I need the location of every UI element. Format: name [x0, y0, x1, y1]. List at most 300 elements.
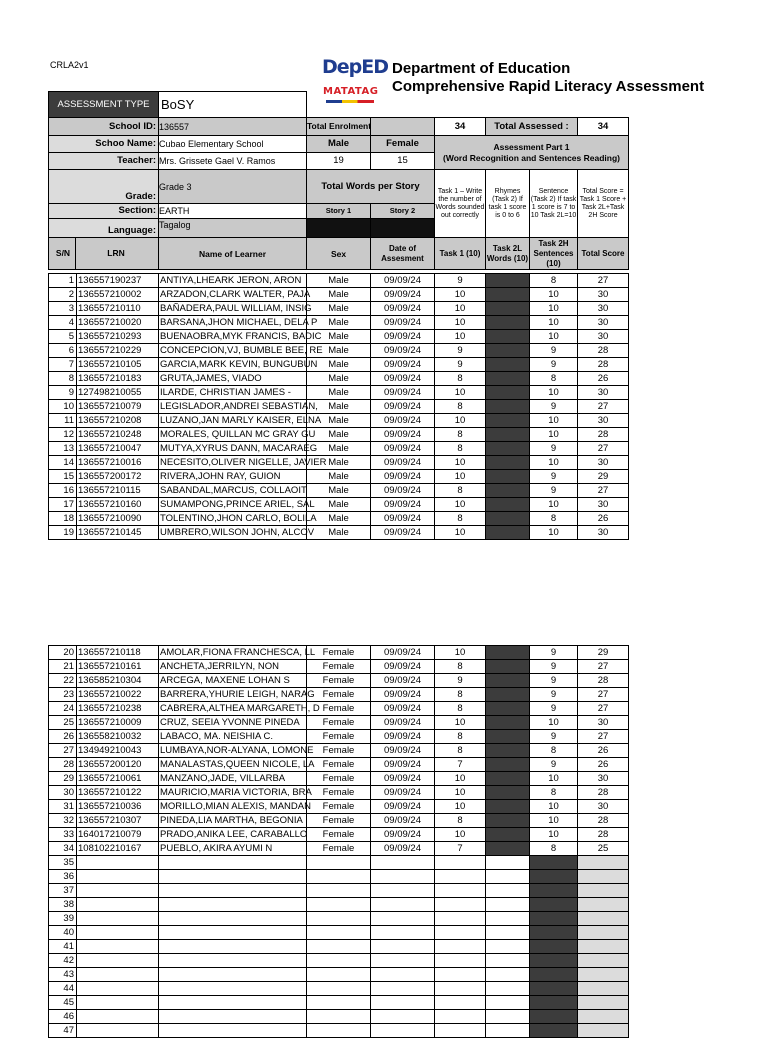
- lrn-cell[interactable]: [77, 856, 159, 870]
- lrn-cell[interactable]: 136557200172: [77, 470, 159, 484]
- task2h-cell[interactable]: 10: [530, 498, 578, 512]
- task1-cell[interactable]: [435, 898, 486, 912]
- sex-cell[interactable]: [307, 982, 371, 996]
- task2h-cell[interactable]: 9: [530, 358, 578, 372]
- section-value[interactable]: EARTH: [159, 204, 307, 219]
- lrn-cell[interactable]: 136557210020: [77, 316, 159, 330]
- date-cell[interactable]: 09/09/24: [371, 470, 435, 484]
- task2l-cell[interactable]: [486, 982, 530, 996]
- lrn-cell[interactable]: 136557210036: [77, 800, 159, 814]
- learner-name-cell[interactable]: ILARDE, CHRISTIAN JAMES -: [159, 386, 307, 400]
- learner-name-cell[interactable]: [159, 996, 307, 1010]
- school-id-value[interactable]: 136557: [159, 118, 307, 136]
- lrn-cell[interactable]: 136557200120: [77, 758, 159, 772]
- learner-name-cell[interactable]: MORALES, QUILLAN MC GRAY GU: [160, 428, 316, 440]
- date-cell[interactable]: 09/09/24: [371, 344, 435, 358]
- date-cell[interactable]: [371, 996, 435, 1010]
- learner-name-cell[interactable]: SABANDAL,MARCUS, COLLAOIT: [160, 484, 307, 496]
- sex-cell[interactable]: [307, 1024, 371, 1038]
- task1-cell[interactable]: 10: [435, 288, 486, 302]
- task1-cell[interactable]: 10: [435, 800, 486, 814]
- sex-cell[interactable]: [307, 996, 371, 1010]
- task2l-cell[interactable]: [486, 856, 530, 870]
- task1-cell[interactable]: 10: [435, 330, 486, 344]
- task1-cell[interactable]: [435, 912, 486, 926]
- learner-name-cell[interactable]: BAÑADERA,PAUL WILLIAM, INSIG: [160, 302, 312, 314]
- sex-cell[interactable]: [307, 926, 371, 940]
- task2h-cell[interactable]: 10: [530, 814, 578, 828]
- learner-name-cell[interactable]: ANCHETA,JERRILYN, NON: [159, 660, 307, 674]
- lrn-cell[interactable]: 136557210079: [77, 400, 159, 414]
- task2h-cell[interactable]: 10: [530, 828, 578, 842]
- task1-cell[interactable]: [435, 870, 486, 884]
- task1-cell[interactable]: [435, 940, 486, 954]
- task1-cell[interactable]: [435, 982, 486, 996]
- task2h-cell[interactable]: 10: [530, 330, 578, 344]
- task1-cell[interactable]: 10: [435, 386, 486, 400]
- lrn-cell[interactable]: [77, 982, 159, 996]
- total-score-cell: 27: [578, 702, 629, 716]
- learner-name-cell[interactable]: GRUTA,JAMES, VIADO: [159, 372, 307, 386]
- task1-cell[interactable]: [435, 968, 486, 982]
- lrn-cell[interactable]: 136557210022: [77, 688, 159, 702]
- sex-cell[interactable]: Male: [307, 442, 371, 456]
- sex-cell[interactable]: Female: [307, 674, 371, 688]
- date-cell[interactable]: [371, 940, 435, 954]
- lrn-cell[interactable]: 136557210105: [77, 358, 159, 372]
- task1-cell[interactable]: [435, 856, 486, 870]
- lrn-cell[interactable]: [77, 870, 159, 884]
- date-cell[interactable]: 09/09/24: [371, 674, 435, 688]
- learner-name-cell[interactable]: [159, 1010, 307, 1024]
- task1-cell[interactable]: 10: [435, 316, 486, 330]
- date-cell[interactable]: [371, 926, 435, 940]
- learner-name-cell[interactable]: LEGISLADOR,ANDREI SEBASTIAN,: [160, 400, 318, 412]
- sex-cell[interactable]: Male: [307, 526, 371, 540]
- date-cell[interactable]: [371, 870, 435, 884]
- task1-cell[interactable]: 7: [435, 758, 486, 772]
- task1-cell[interactable]: 8: [435, 442, 486, 456]
- learner-name-cell[interactable]: MANZANO,JADE, VILLARBA: [159, 772, 307, 786]
- learner-name-cell[interactable]: MUTYA,XYRUS DANN, MACARAEG: [160, 442, 318, 454]
- sex-cell[interactable]: Female: [307, 758, 371, 772]
- sex-cell[interactable]: Male: [307, 386, 371, 400]
- task2h-cell[interactable]: 8: [530, 274, 578, 288]
- learner-name-cell[interactable]: AMOLAR,FIONA FRANCHESCA, LL: [160, 646, 316, 658]
- task1-cell[interactable]: 8: [435, 688, 486, 702]
- lrn-cell[interactable]: [77, 940, 159, 954]
- task2h-cell: [530, 912, 578, 926]
- task2l-cell[interactable]: [486, 940, 530, 954]
- date-cell[interactable]: [371, 1010, 435, 1024]
- task1-cell[interactable]: 8: [435, 730, 486, 744]
- lrn-cell[interactable]: 136557210002: [77, 288, 159, 302]
- task2l-cell: [486, 744, 530, 758]
- sex-cell[interactable]: Female: [307, 716, 371, 730]
- task2h-cell[interactable]: 8: [530, 744, 578, 758]
- task1-cell[interactable]: 8: [435, 702, 486, 716]
- task2h-cell[interactable]: 9: [530, 758, 578, 772]
- learner-name-cell[interactable]: BARRERA,YHURIE LEIGH, NARAG: [160, 688, 315, 700]
- lrn-cell[interactable]: 136557210061: [77, 772, 159, 786]
- date-cell[interactable]: 09/09/24: [371, 302, 435, 316]
- learner-name-cell[interactable]: GARCIA,MARK KEVIN, BUNGUBUN: [160, 358, 318, 370]
- date-cell[interactable]: 09/09/24: [371, 512, 435, 526]
- sex-cell[interactable]: Female: [307, 646, 371, 660]
- date-cell[interactable]: 09/09/24: [371, 358, 435, 372]
- task2l-cell[interactable]: [486, 1024, 530, 1038]
- date-cell[interactable]: 09/09/24: [371, 456, 435, 470]
- sex-cell[interactable]: Female: [307, 828, 371, 842]
- lrn-cell[interactable]: 136558210032: [77, 730, 159, 744]
- task1-cell[interactable]: 8: [435, 744, 486, 758]
- rhymes-description: Rhymes (Task 2) If task 1 score is 0 to 6: [486, 170, 530, 238]
- task2h-cell[interactable]: 9: [530, 484, 578, 498]
- sex-cell[interactable]: [307, 870, 371, 884]
- lrn-cell[interactable]: 108102210167: [77, 842, 159, 856]
- task1-cell[interactable]: 8: [435, 484, 486, 498]
- task1-cell[interactable]: 9: [435, 344, 486, 358]
- sex-cell[interactable]: Male: [307, 512, 371, 526]
- sex-cell[interactable]: [307, 898, 371, 912]
- sex-cell[interactable]: Female: [307, 800, 371, 814]
- date-cell[interactable]: 09/09/24: [371, 288, 435, 302]
- sex-cell[interactable]: Male: [307, 414, 371, 428]
- task1-cell[interactable]: 7: [435, 842, 486, 856]
- task2h-cell[interactable]: 10: [530, 526, 578, 540]
- task1-cell[interactable]: 10: [435, 414, 486, 428]
- task1-cell[interactable]: [435, 1024, 486, 1038]
- sex-cell[interactable]: Male: [307, 274, 371, 288]
- learner-name-cell[interactable]: [159, 954, 307, 968]
- lrn-cell[interactable]: 136557210183: [77, 372, 159, 386]
- sex-cell[interactable]: [307, 856, 371, 870]
- sex-cell[interactable]: [307, 968, 371, 982]
- lrn-cell[interactable]: 127498210055: [77, 386, 159, 400]
- task1-cell[interactable]: [435, 1010, 486, 1024]
- date-cell[interactable]: 09/09/24: [371, 786, 435, 800]
- task1-cell[interactable]: 10: [435, 716, 486, 730]
- date-cell[interactable]: [371, 982, 435, 996]
- task2h-cell[interactable]: 9: [530, 688, 578, 702]
- learner-name-cell[interactable]: CONCEPCION,VJ, BUMBLE BEE, RE: [160, 344, 323, 356]
- learner-name-cell[interactable]: ARCEGA, MAXENE LOHAN S: [159, 674, 307, 688]
- task2h-cell[interactable]: 10: [530, 772, 578, 786]
- date-cell[interactable]: 09/09/24: [371, 428, 435, 442]
- lrn-cell[interactable]: 136557210208: [77, 414, 159, 428]
- learner-name-cell[interactable]: MORILLO,MIAN ALEXIS, MANDAN: [160, 800, 311, 812]
- date-cell[interactable]: 09/09/24: [371, 730, 435, 744]
- task2l-cell[interactable]: [486, 884, 530, 898]
- task2l-cell[interactable]: [486, 954, 530, 968]
- task1-cell[interactable]: 10: [435, 526, 486, 540]
- lrn-cell[interactable]: 136557210016: [77, 456, 159, 470]
- task1-cell[interactable]: [435, 996, 486, 1010]
- learner-name-cell[interactable]: [159, 982, 307, 996]
- sex-cell[interactable]: Female: [307, 660, 371, 674]
- task2l-cell[interactable]: [486, 1010, 530, 1024]
- learner-name-cell[interactable]: SUMAMPONG,PRINCE ARIEL, SAL: [160, 498, 315, 510]
- lrn-cell[interactable]: [77, 954, 159, 968]
- row-number: 23: [49, 688, 77, 702]
- lrn-cell[interactable]: [77, 968, 159, 982]
- date-cell[interactable]: [371, 912, 435, 926]
- grade-value[interactable]: Grade 3: [159, 170, 307, 204]
- task1-cell[interactable]: 10: [435, 828, 486, 842]
- date-cell[interactable]: 09/09/24: [371, 274, 435, 288]
- task2h-cell[interactable]: 9: [530, 674, 578, 688]
- sex-cell[interactable]: Male: [307, 288, 371, 302]
- task2h-cell[interactable]: 10: [530, 316, 578, 330]
- date-cell[interactable]: 09/09/24: [371, 772, 435, 786]
- total-score-cell: [578, 870, 629, 884]
- task2l-cell[interactable]: [486, 996, 530, 1010]
- task1-cell[interactable]: 8: [435, 428, 486, 442]
- task2h-cell[interactable]: 8: [530, 372, 578, 386]
- lrn-cell[interactable]: 136557210238: [77, 702, 159, 716]
- lrn-cell[interactable]: 136557210009: [77, 716, 159, 730]
- learner-name-cell[interactable]: CABRERA,ALTHEA MARGARETH, D: [160, 702, 320, 714]
- teacher-value[interactable]: Mrs. Grissete Gael V. Ramos: [159, 153, 307, 170]
- learner-name-cell[interactable]: PUEBLO, AKIRA AYUMI N: [159, 842, 307, 856]
- lrn-cell[interactable]: 136557210122: [77, 786, 159, 800]
- task2l-cell[interactable]: [486, 898, 530, 912]
- date-cell[interactable]: 09/09/24: [371, 442, 435, 456]
- date-cell[interactable]: 09/09/24: [371, 688, 435, 702]
- sex-cell[interactable]: Male: [307, 358, 371, 372]
- sex-cell[interactable]: Female: [307, 744, 371, 758]
- learner-name-cell[interactable]: [159, 856, 307, 870]
- sex-cell[interactable]: Male: [307, 428, 371, 442]
- lrn-cell[interactable]: 136557210110: [77, 302, 159, 316]
- task1-cell[interactable]: [435, 954, 486, 968]
- sex-cell[interactable]: Male: [307, 316, 371, 330]
- task1-cell[interactable]: 8: [435, 660, 486, 674]
- task2l-cell[interactable]: [486, 926, 530, 940]
- lrn-cell[interactable]: [77, 912, 159, 926]
- sex-cell[interactable]: Female: [307, 786, 371, 800]
- learner-name-cell[interactable]: CRUZ, SEEIA YVONNE PINEDA: [159, 716, 307, 730]
- date-cell[interactable]: 09/09/24: [371, 484, 435, 498]
- sex-cell[interactable]: [307, 940, 371, 954]
- task1-cell[interactable]: 8: [435, 372, 486, 386]
- task2h-cell[interactable]: 10: [530, 428, 578, 442]
- sex-cell[interactable]: Male: [307, 484, 371, 498]
- sex-cell[interactable]: [307, 954, 371, 968]
- learner-name-cell[interactable]: LUMBAYA,NOR-ALYANA, LOMONE: [160, 744, 314, 756]
- date-cell[interactable]: 09/09/24: [371, 498, 435, 512]
- learner-name-cell[interactable]: PINEDA,LIA MARTHA, BEGONIA: [159, 814, 307, 828]
- task1-cell[interactable]: 8: [435, 814, 486, 828]
- learner-name-cell[interactable]: MAURICIO,MARIA VICTORIA, BRA: [160, 786, 312, 798]
- sex-cell[interactable]: Male: [307, 456, 371, 470]
- sex-cell[interactable]: Female: [307, 842, 371, 856]
- lrn-cell[interactable]: 136557210090: [77, 512, 159, 526]
- lrn-cell[interactable]: 136557210145: [77, 526, 159, 540]
- sex-cell[interactable]: Male: [307, 400, 371, 414]
- lrn-cell[interactable]: 134949210043: [77, 744, 159, 758]
- task2l-cell[interactable]: [486, 870, 530, 884]
- date-cell[interactable]: 09/09/24: [371, 660, 435, 674]
- date-cell[interactable]: 09/09/24: [371, 414, 435, 428]
- task2h-cell[interactable]: 10: [530, 800, 578, 814]
- task2h-cell[interactable]: 9: [530, 646, 578, 660]
- lrn-cell[interactable]: 136557210293: [77, 330, 159, 344]
- lrn-cell[interactable]: 136557210115: [77, 484, 159, 498]
- learner-name-cell[interactable]: [159, 1024, 307, 1038]
- date-cell[interactable]: 09/09/24: [371, 744, 435, 758]
- lrn-cell[interactable]: 136557210047: [77, 442, 159, 456]
- total-score-cell: [578, 926, 629, 940]
- learner-name-cell[interactable]: TOLENTINO,JHON CARLO, BOLILA: [160, 512, 317, 524]
- task1-cell[interactable]: [435, 926, 486, 940]
- learner-name-cell[interactable]: [159, 912, 307, 926]
- lrn-cell[interactable]: 136557210118: [77, 646, 159, 660]
- sex-cell[interactable]: Female: [307, 772, 371, 786]
- task2h-cell[interactable]: 10: [530, 456, 578, 470]
- empty-row: [49, 1010, 629, 1024]
- sex-cell[interactable]: Male: [307, 344, 371, 358]
- task1-cell[interactable]: 10: [435, 302, 486, 316]
- date-cell[interactable]: 09/09/24: [371, 716, 435, 730]
- task2h-cell[interactable]: 9: [530, 470, 578, 484]
- lrn-cell[interactable]: [77, 1010, 159, 1024]
- lrn-cell[interactable]: 164017210079: [77, 828, 159, 842]
- date-cell[interactable]: [371, 898, 435, 912]
- sex-cell[interactable]: Female: [307, 814, 371, 828]
- lrn-cell[interactable]: 136585210304: [77, 674, 159, 688]
- date-cell[interactable]: 09/09/24: [371, 330, 435, 344]
- task1-cell[interactable]: 10: [435, 646, 486, 660]
- sex-cell[interactable]: Female: [307, 688, 371, 702]
- date-cell[interactable]: [371, 954, 435, 968]
- task1-cell[interactable]: 9: [435, 674, 486, 688]
- task1-cell[interactable]: [435, 884, 486, 898]
- task2h-cell[interactable]: 10: [530, 414, 578, 428]
- task2h-cell[interactable]: 10: [530, 716, 578, 730]
- sex-cell[interactable]: Male: [307, 330, 371, 344]
- date-cell[interactable]: 09/09/24: [371, 372, 435, 386]
- learner-name-cell[interactable]: [159, 926, 307, 940]
- date-cell[interactable]: 09/09/24: [371, 800, 435, 814]
- learner-name-cell[interactable]: BUENAOBRA,MYK FRANCIS, BADIC: [160, 330, 322, 342]
- task2h-cell[interactable]: 10: [530, 302, 578, 316]
- learner-name-cell[interactable]: PRADO,ANIKA LEE, CARABALLO: [160, 828, 308, 840]
- date-cell[interactable]: [371, 856, 435, 870]
- learner-name-cell[interactable]: [159, 898, 307, 912]
- lrn-cell[interactable]: 136557210307: [77, 814, 159, 828]
- date-cell[interactable]: 09/09/24: [371, 526, 435, 540]
- lrn-cell[interactable]: 136557190237: [77, 274, 159, 288]
- learner-name-cell[interactable]: ANTIYA,LHEARK JERON, ARON: [159, 274, 307, 288]
- lrn-cell[interactable]: [77, 926, 159, 940]
- sex-cell[interactable]: Male: [307, 302, 371, 316]
- learner-name-cell[interactable]: RIVERA,JOHN RAY, GUION: [159, 470, 307, 484]
- date-cell[interactable]: 09/09/24: [371, 758, 435, 772]
- sex-cell[interactable]: Female: [307, 730, 371, 744]
- task2h-cell[interactable]: 10: [530, 288, 578, 302]
- lrn-cell[interactable]: 136557210160: [77, 498, 159, 512]
- learner-name-cell[interactable]: UMBRERO,WILSON JOHN, ALCOV: [160, 526, 315, 538]
- learner-name-cell[interactable]: [159, 940, 307, 954]
- task1-cell[interactable]: 10: [435, 470, 486, 484]
- task2h-cell[interactable]: 8: [530, 786, 578, 800]
- learner-name-cell[interactable]: ARZADON,CLARK WALTER, PAJA: [160, 288, 311, 300]
- learner-name-cell[interactable]: LABACO, MA. NEISHIA C.: [159, 730, 307, 744]
- learner-name-cell[interactable]: [159, 968, 307, 982]
- sex-cell[interactable]: [307, 912, 371, 926]
- learner-name-cell[interactable]: LUZANO,JAN MARLY KAISER, ELNA: [160, 414, 322, 426]
- task2l-cell[interactable]: [486, 912, 530, 926]
- date-cell[interactable]: [371, 1024, 435, 1038]
- task1-cell[interactable]: 8: [435, 400, 486, 414]
- learner-name-cell[interactable]: [159, 870, 307, 884]
- sex-cell[interactable]: Male: [307, 470, 371, 484]
- date-cell[interactable]: 09/09/24: [371, 386, 435, 400]
- sex-cell[interactable]: [307, 884, 371, 898]
- lrn-cell[interactable]: [77, 996, 159, 1010]
- language-value[interactable]: Tagalog: [159, 219, 307, 238]
- task2h-cell[interactable]: 10: [530, 386, 578, 400]
- date-cell[interactable]: 09/09/24: [371, 646, 435, 660]
- lrn-cell[interactable]: [77, 884, 159, 898]
- task2h-cell[interactable]: 9: [530, 344, 578, 358]
- sex-cell[interactable]: Male: [307, 498, 371, 512]
- date-cell[interactable]: 09/09/24: [371, 828, 435, 842]
- task2h-cell[interactable]: 9: [530, 660, 578, 674]
- sex-cell[interactable]: Female: [307, 702, 371, 716]
- total-score-cell: [578, 912, 629, 926]
- lrn-cell[interactable]: [77, 1024, 159, 1038]
- task2h-cell[interactable]: 8: [530, 842, 578, 856]
- sex-cell[interactable]: Male: [307, 372, 371, 386]
- task2h-cell[interactable]: 9: [530, 702, 578, 716]
- date-cell[interactable]: [371, 884, 435, 898]
- lrn-cell[interactable]: 136557210161: [77, 660, 159, 674]
- task2l-cell: [486, 484, 530, 498]
- sex-cell[interactable]: [307, 1010, 371, 1024]
- learner-name-cell[interactable]: [159, 884, 307, 898]
- task1-cell[interactable]: 10: [435, 498, 486, 512]
- date-cell[interactable]: 09/09/24: [371, 316, 435, 330]
- lrn-cell[interactable]: 136557210229: [77, 344, 159, 358]
- task2l-cell[interactable]: [486, 968, 530, 982]
- learner-name-cell[interactable]: BARSANA,JHON MICHAEL, DELA P: [160, 316, 318, 328]
- task2h-cell[interactable]: 8: [530, 512, 578, 526]
- date-cell[interactable]: 09/09/24: [371, 400, 435, 414]
- assessment-type-value[interactable]: BoSY: [159, 92, 307, 118]
- learner-name-cell[interactable]: MANALASTAS,QUEEN NICOLE, LA: [160, 758, 315, 770]
- learner-name-cell[interactable]: NECESITO,OLIVER NIGELLE, JAVIER: [160, 456, 327, 468]
- task1-cell[interactable]: 10: [435, 772, 486, 786]
- task1-cell[interactable]: 10: [435, 786, 486, 800]
- date-cell[interactable]: [371, 968, 435, 982]
- task2h-cell[interactable]: 9: [530, 400, 578, 414]
- task1-cell[interactable]: 8: [435, 512, 486, 526]
- school-name-value[interactable]: Cubao Elementary School: [159, 136, 307, 153]
- lrn-cell[interactable]: 136557210248: [77, 428, 159, 442]
- date-cell[interactable]: 09/09/24: [371, 702, 435, 716]
- date-cell[interactable]: 09/09/24: [371, 814, 435, 828]
- task1-cell[interactable]: 10: [435, 456, 486, 470]
- task2h-cell[interactable]: 9: [530, 442, 578, 456]
- task1-cell[interactable]: 9: [435, 274, 486, 288]
- date-cell[interactable]: 09/09/24: [371, 842, 435, 856]
- task2h-cell[interactable]: 9: [530, 730, 578, 744]
- lrn-cell[interactable]: [77, 898, 159, 912]
- total-score-cell: 28: [578, 814, 629, 828]
- task1-cell[interactable]: 9: [435, 358, 486, 372]
